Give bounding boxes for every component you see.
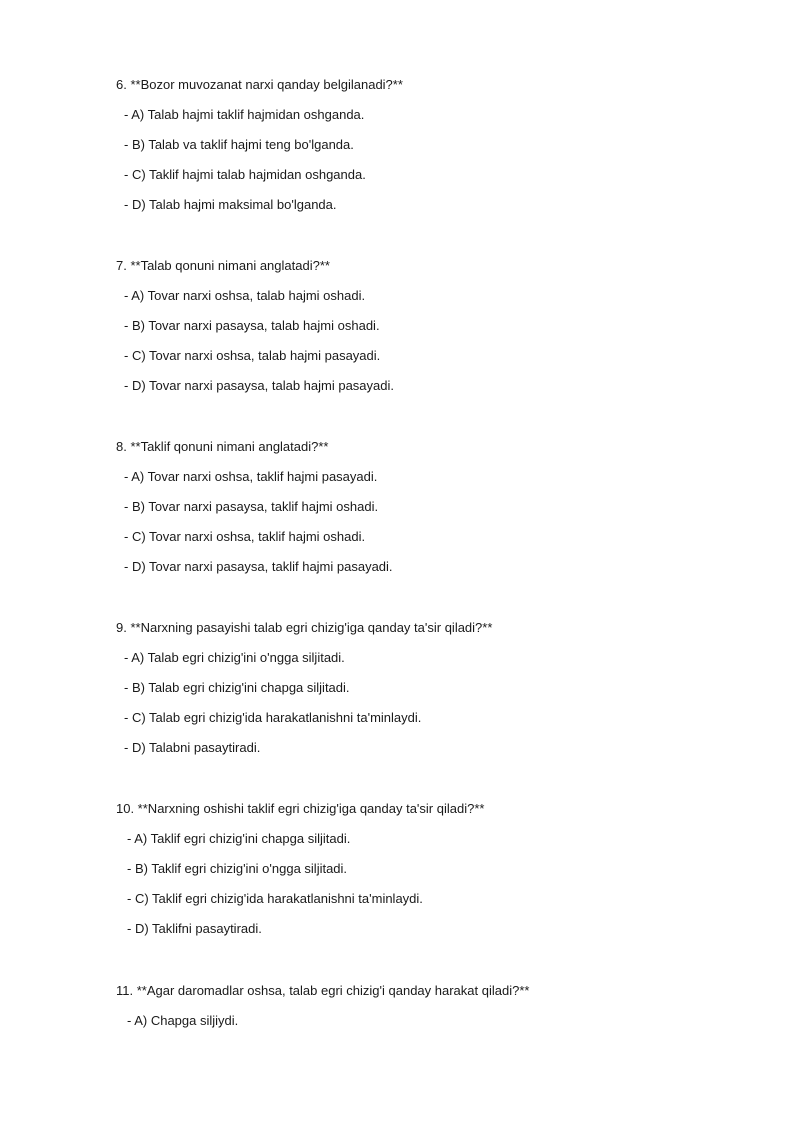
- answer-option-b: - B) Tovar narxi pasaysa, taklif hajmi oshadi.: [124, 499, 379, 514]
- answer-option-d: - D) Tovar narxi pasaysa, taklif hajmi pasayadi.: [124, 559, 393, 574]
- answer-option-a: - A) Tovar narxi oshsa, talab hajmi oshadi.: [124, 288, 366, 303]
- question-9: [116, 620, 756, 756]
- question-title: 11. **Agar daromadlar oshsa, talab egri chizig'i qanday harakat qiladi?**: [116, 983, 530, 998]
- question-title: 8. **Taklif qonuni nimani anglatadi?**: [116, 439, 329, 454]
- question-title: 7. **Talab qonuni nimani anglatadi?**: [116, 258, 330, 273]
- answer-option-a: - A) Chapga siljiydi.: [127, 1013, 239, 1028]
- question-6: [116, 77, 756, 213]
- answer-option-d: - D) Taklifni pasaytiradi.: [127, 921, 262, 936]
- question-title: 6. **Bozor muvozanat narxi qanday belgilanadi?**: [116, 77, 403, 92]
- answer-option-b: - B) Tovar narxi pasaysa, talab hajmi oshadi.: [124, 318, 380, 333]
- answer-option-c: - C) Talab egri chizig'ida harakatlanishni ta'minlaydi.: [124, 710, 422, 725]
- answer-option-c: - C) Tovar narxi oshsa, taklif hajmi oshadi.: [124, 529, 366, 544]
- answer-option-a: - A) Talab hajmi taklif hajmidan oshganda.: [124, 107, 365, 122]
- answer-option-c: - C) Taklif hajmi talab hajmidan oshganda.: [124, 167, 366, 182]
- answer-option-a: - A) Taklif egri chizig'ini chapga siljitadi.: [127, 831, 351, 846]
- question-title: 9. **Narxning pasayishi talab egri chizig'iga qanday ta'sir qiladi?**: [116, 620, 493, 635]
- question-11: [116, 983, 756, 1029]
- answer-option-b: - B) Taklif egri chizig'ini o'ngga siljitadi.: [127, 861, 348, 876]
- question-title: 10. **Narxning oshishi taklif egri chizig'iga qanday ta'sir qiladi?**: [116, 801, 485, 816]
- question-7: [116, 258, 756, 394]
- question-8: [116, 439, 756, 575]
- answer-option-c: - C) Taklif egri chizig'ida harakatlanishni ta'minlaydi.: [127, 891, 423, 906]
- question-10: [116, 801, 756, 937]
- answer-option-d: - D) Tovar narxi pasaysa, talab hajmi pasayadi.: [124, 378, 394, 393]
- answer-option-b: - B) Talab egri chizig'ini chapga siljitadi.: [124, 680, 350, 695]
- answer-option-d: - D) Talabni pasaytiradi.: [124, 740, 261, 755]
- answer-option-d: - D) Talab hajmi maksimal bo'lganda.: [124, 197, 337, 212]
- answer-option-c: - C) Tovar narxi oshsa, talab hajmi pasayadi.: [124, 348, 381, 363]
- answer-option-b: - B) Talab va taklif hajmi teng bo'lganda.: [124, 137, 354, 152]
- answer-option-a: - A) Tovar narxi oshsa, taklif hajmi pasayadi.: [124, 469, 378, 484]
- answer-option-a: - A) Talab egri chizig'ini o'ngga siljitadi.: [124, 650, 345, 665]
